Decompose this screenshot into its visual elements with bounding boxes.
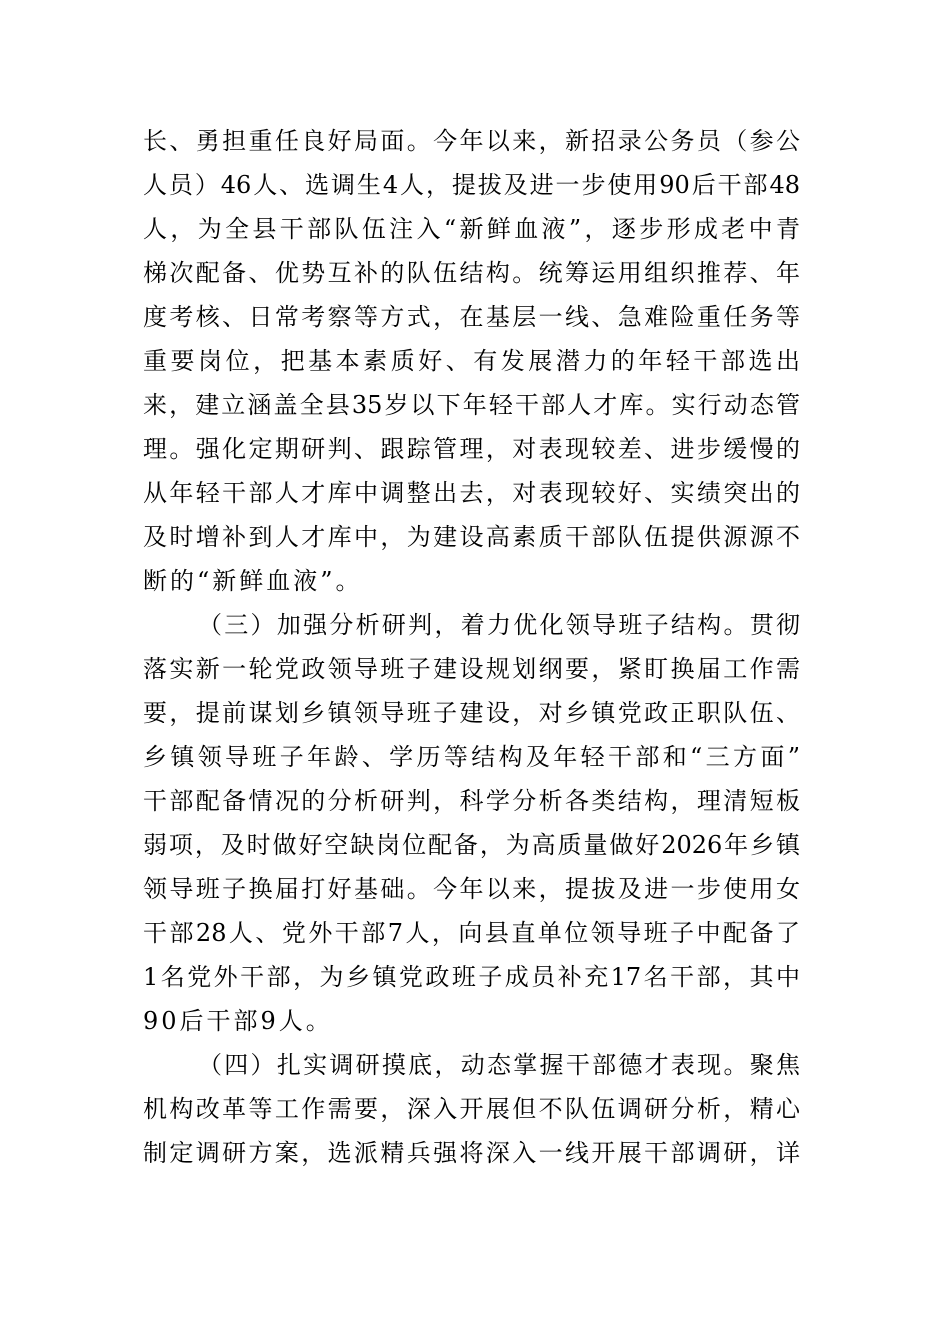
text-line: 1名党外干部，为乡镇党政班子成员补充17名干部，其中	[143, 963, 800, 991]
text-line: 长、勇担重任良好局面。今年以来，新招录公务员（参公	[143, 127, 800, 155]
text-line: 制定调研方案，选派精兵强将深入一线开展干部调研，详	[143, 1139, 800, 1167]
text-line: 干部配备情况的分析研判，科学分析各类结构，理清短板	[143, 787, 800, 815]
text-line: 90后干部9人。	[143, 1007, 333, 1035]
text-line: 机构改革等工作需要，深入开展但不队伍调研分析，精心	[143, 1095, 800, 1123]
text-line: 干部28人、党外干部7人，向县直单位领导班子中配备了	[143, 919, 800, 947]
text-line: 理。强化定期研判、跟踪管理，对表现较差、进步缓慢的	[143, 435, 800, 463]
text-line: 弱项，及时做好空缺岗位配备，为高质量做好2026年乡镇	[143, 831, 800, 859]
text-line: 重要岗位，把基本素质好、有发展潜力的年轻干部选出	[143, 347, 800, 375]
text-line: 人，为全县干部队伍注入“新鲜血液”，逐步形成老中青	[143, 215, 800, 243]
text-line: 乡镇领导班子年龄、学历等结构及年轻干部和“三方面”	[143, 743, 800, 771]
text-line: 及时增补到人才库中，为建设高素质干部队伍提供源源不	[143, 523, 800, 551]
text-line: 从年轻干部人才库中调整出去，对表现较好、实绩突出的	[143, 479, 800, 507]
text-line: 落实新一轮党政领导班子建设规划纲要，紧盯换届工作需	[143, 655, 800, 683]
text-line: 人员）46人、选调生4人，提拔及进一步使用90后干部48	[143, 171, 800, 199]
text-line: 要，提前谋划乡镇领导班子建设，对乡镇党政正职队伍、	[143, 699, 800, 727]
text-line: 度考核、日常考察等方式，在基层一线、急难险重任务等	[143, 303, 800, 331]
text-line: 梯次配备、优势互补的队伍结构。统筹运用组织推荐、年	[143, 259, 800, 287]
document-body	[143, 119, 800, 1175]
text-line: 来，建立涵盖全县35岁以下年轻干部人才库。实行动态管	[143, 391, 800, 419]
text-line: 领导班子换届打好基础。今年以来，提拔及进一步使用女	[143, 875, 800, 903]
paragraph-heading-line: （四）扎实调研摸底，动态掌握干部德才表现。聚焦	[198, 1051, 800, 1079]
paragraph-heading-line: （三）加强分析研判，着力优化领导班子结构。贯彻	[198, 611, 800, 639]
text-line: 断的“新鲜血液”。	[143, 567, 363, 595]
